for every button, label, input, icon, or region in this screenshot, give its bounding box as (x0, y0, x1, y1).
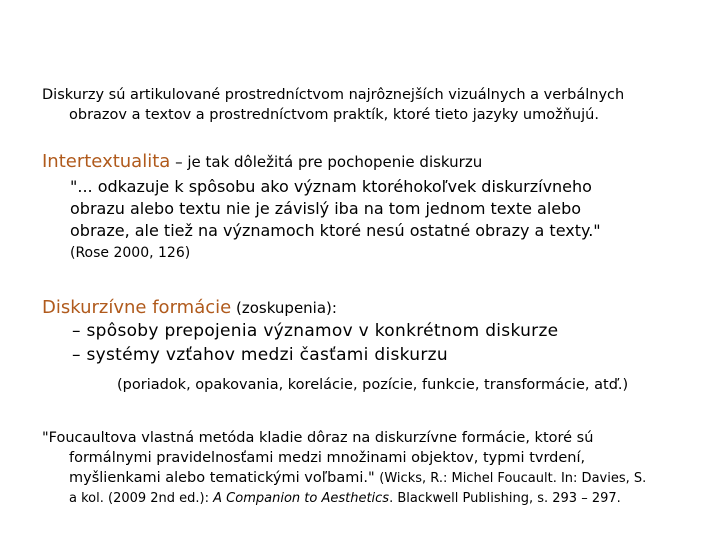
foucault-line-3-text: myšlienkami alebo tematickými voľbami." (69, 470, 380, 486)
reference-suffix: . Blackwell Publishing, s. 293 – 297. (389, 491, 621, 506)
discursive-formations-section (42, 297, 680, 395)
wicks-reference-start: (Wicks, R.: Michel Foucault. In: Davies, S. (379, 471, 647, 486)
intro-line-1: Diskurzy sú artikulované prostredníctvom najrôznejších vizuálnych a verbálnych (42, 87, 625, 103)
formations-term: Diskurzívne formácie (42, 297, 232, 318)
foucault-line-1: "Foucaultova vlastná metóda kladie dôraz na diskurzívne formácie, ktoré sú (42, 430, 594, 446)
intro-paragraph (42, 85, 680, 125)
formations-item-1: – spôsoby prepojenia významov v konkrétnom diskurze (72, 321, 559, 341)
intertextuality-heading-rest: – je tak dôležitá pre pochopenie diskurzu (170, 153, 483, 171)
foucault-line-4 (42, 489, 680, 509)
foucault-line-2: formálnymi pravidelnosťami medzi množinami objektov, typmi tvrdení, (69, 450, 586, 466)
intro-line-2: obrazov a textov a prostredníctvom praktík, ktoré tieto jazyky umožňujú. (69, 107, 599, 123)
formations-heading (42, 297, 680, 319)
intertextuality-heading (42, 151, 680, 173)
intertextuality-term: Intertextualita (42, 151, 171, 172)
quote-line: "... odkazuje k spôsobu ako význam ktoréhokoľvek diskurzívneho (70, 177, 592, 196)
quote-line: obraze, ale tiež na významoch ktoré nesú ostatné obrazy a texty." (70, 221, 601, 240)
rose-citation: (Rose 2000, 126) (70, 245, 191, 261)
formations-examples: (poriadok, opakovania, korelácie, pozície, funkcie, transformácie, atď.) (117, 377, 629, 393)
book-title: A Companion to Aesthetics (213, 491, 390, 506)
foucault-quote-paragraph (42, 428, 680, 509)
foucault-line-3 (42, 468, 680, 489)
formations-heading-rest: (zoskupenia): (231, 299, 337, 317)
formations-item-2: – systémy vzťahov medzi časťami diskurzu (72, 345, 448, 365)
reference-prefix: a kol. (2009 2nd ed.): (69, 491, 214, 506)
rose-quote (42, 176, 680, 242)
intertextuality-section (42, 151, 680, 263)
quote-line: obrazu alebo textu nie je závislý iba na tom jednom texte alebo (70, 199, 582, 218)
